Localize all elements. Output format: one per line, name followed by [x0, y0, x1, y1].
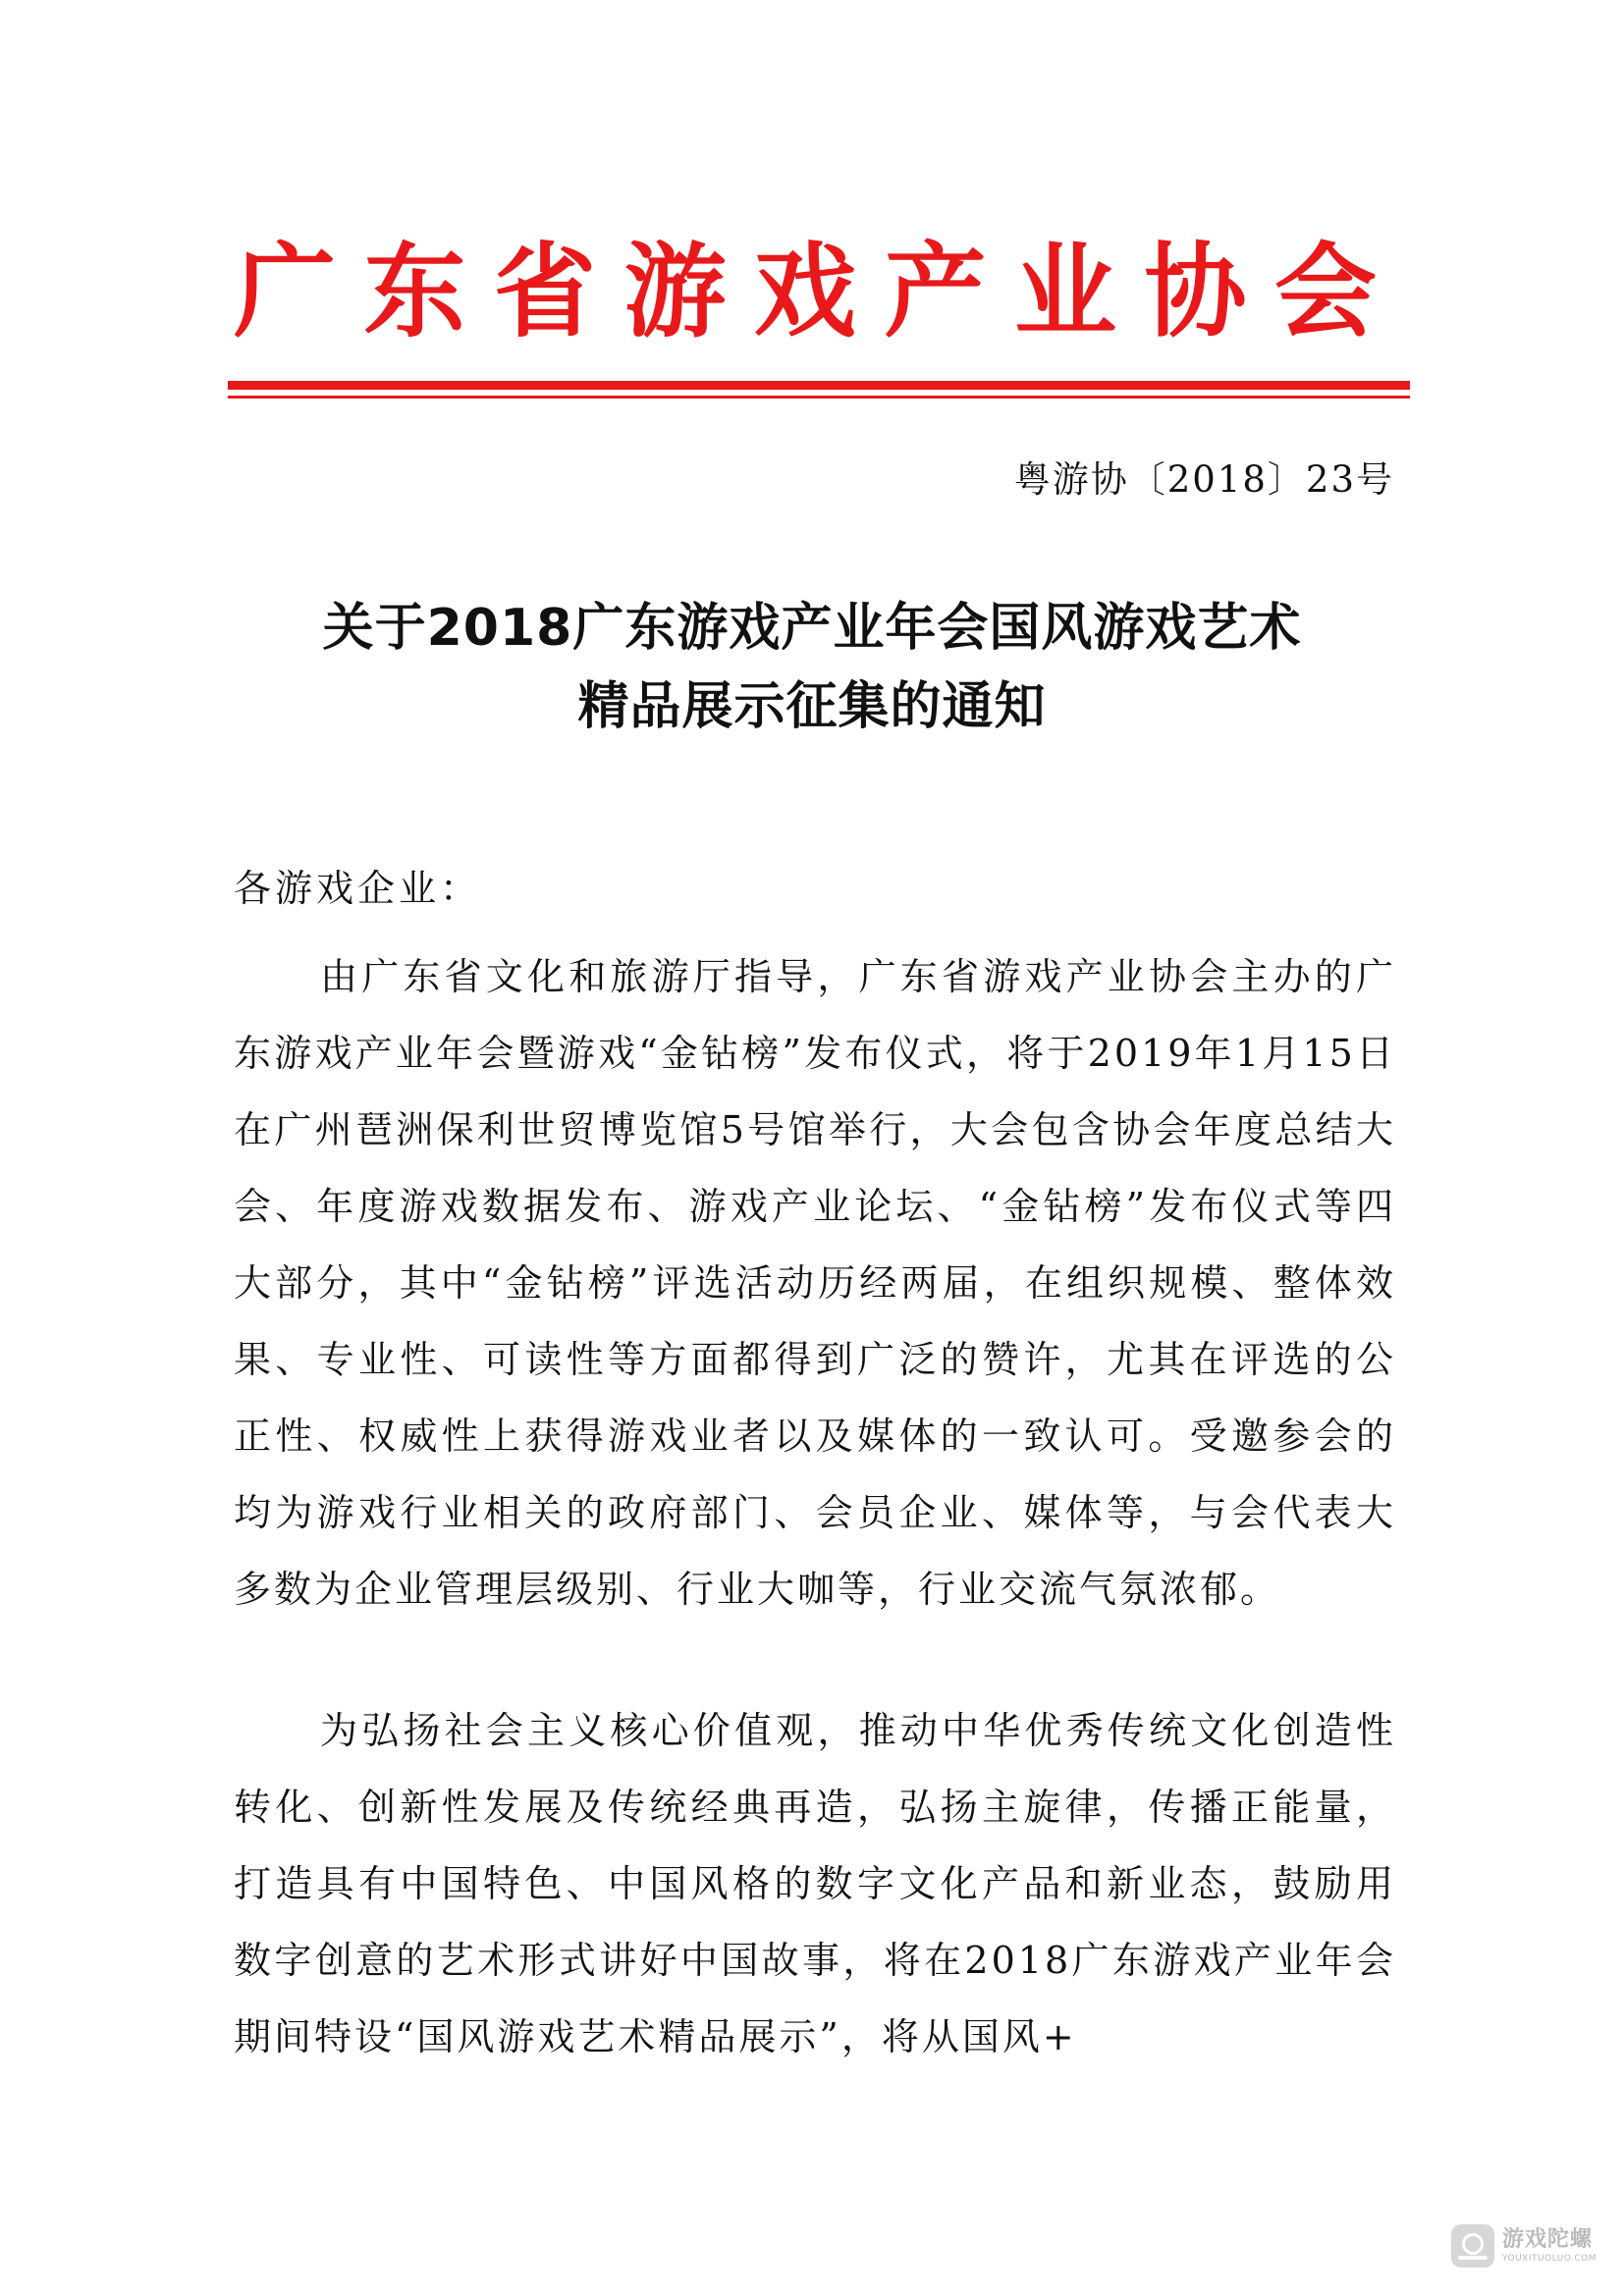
- letterhead-org-name: 广东省游戏产业协会: [234, 232, 1402, 351]
- watermark-text: [1502, 2226, 1597, 2264]
- document-title-line-1: 关于2018广东游戏产业年会国风游戏艺术: [322, 599, 1302, 658]
- body-paragraph-2: 为弘扬社会主义核心价值观，推动中华优秀传统文化创造性转化、创新性发展及传统经典再造，弘扬主旋律，传播正能量，打造具有中国特色、中国风格的数字文化产品和新业态，鼓励用数字创意的艺术形式讲好中国故事，将在2018广东游戏产业年会期间特设“国风游戏艺术精品展示”，将从国风+: [234, 1709, 1396, 2058]
- document-number: 粤游协〔2018〕23号: [1013, 458, 1394, 501]
- body-paragraph-1: 由广东省文化和旅游厅指导，广东省游戏产业协会主办的广东游戏产业年会暨游戏“金钻榜”发布仪式，将于2019年1月15日在广州琶洲保利世贸博览馆5号馆举行，大会包含协会年度总结大会、年度游戏数据发布、游戏产业论坛、“金钻榜”发布仪式等四大部分，其中“金钻榜”评选活动历经两届，在组织规模、整体效果、专业性、可读性等方面都得到广泛的赞许，尤其在评选的公正性、权威性上获得游戏业者以及媒体的一致认可。受邀参会的均为游戏行业相关的政府部门、会员企业、媒体等，与会代表大多数为企业管理层级别、行业大咖等，行业交流气氛浓郁。: [234, 955, 1396, 1611]
- document-title: [228, 589, 1396, 746]
- watermark-url: YOUXITUOLUO.COM: [1502, 2253, 1597, 2264]
- watermark: [1451, 2220, 1608, 2271]
- salutation: 各游戏企业：: [234, 867, 482, 910]
- document-title-line-2: 精品展示征集的通知: [577, 677, 1047, 736]
- watermark-name: 游戏陀螺: [1502, 2226, 1594, 2252]
- letterhead-rule-thin: [228, 396, 1410, 399]
- letterhead-rule-thick: [228, 381, 1410, 390]
- watermark-logo-icon: [1451, 2224, 1494, 2268]
